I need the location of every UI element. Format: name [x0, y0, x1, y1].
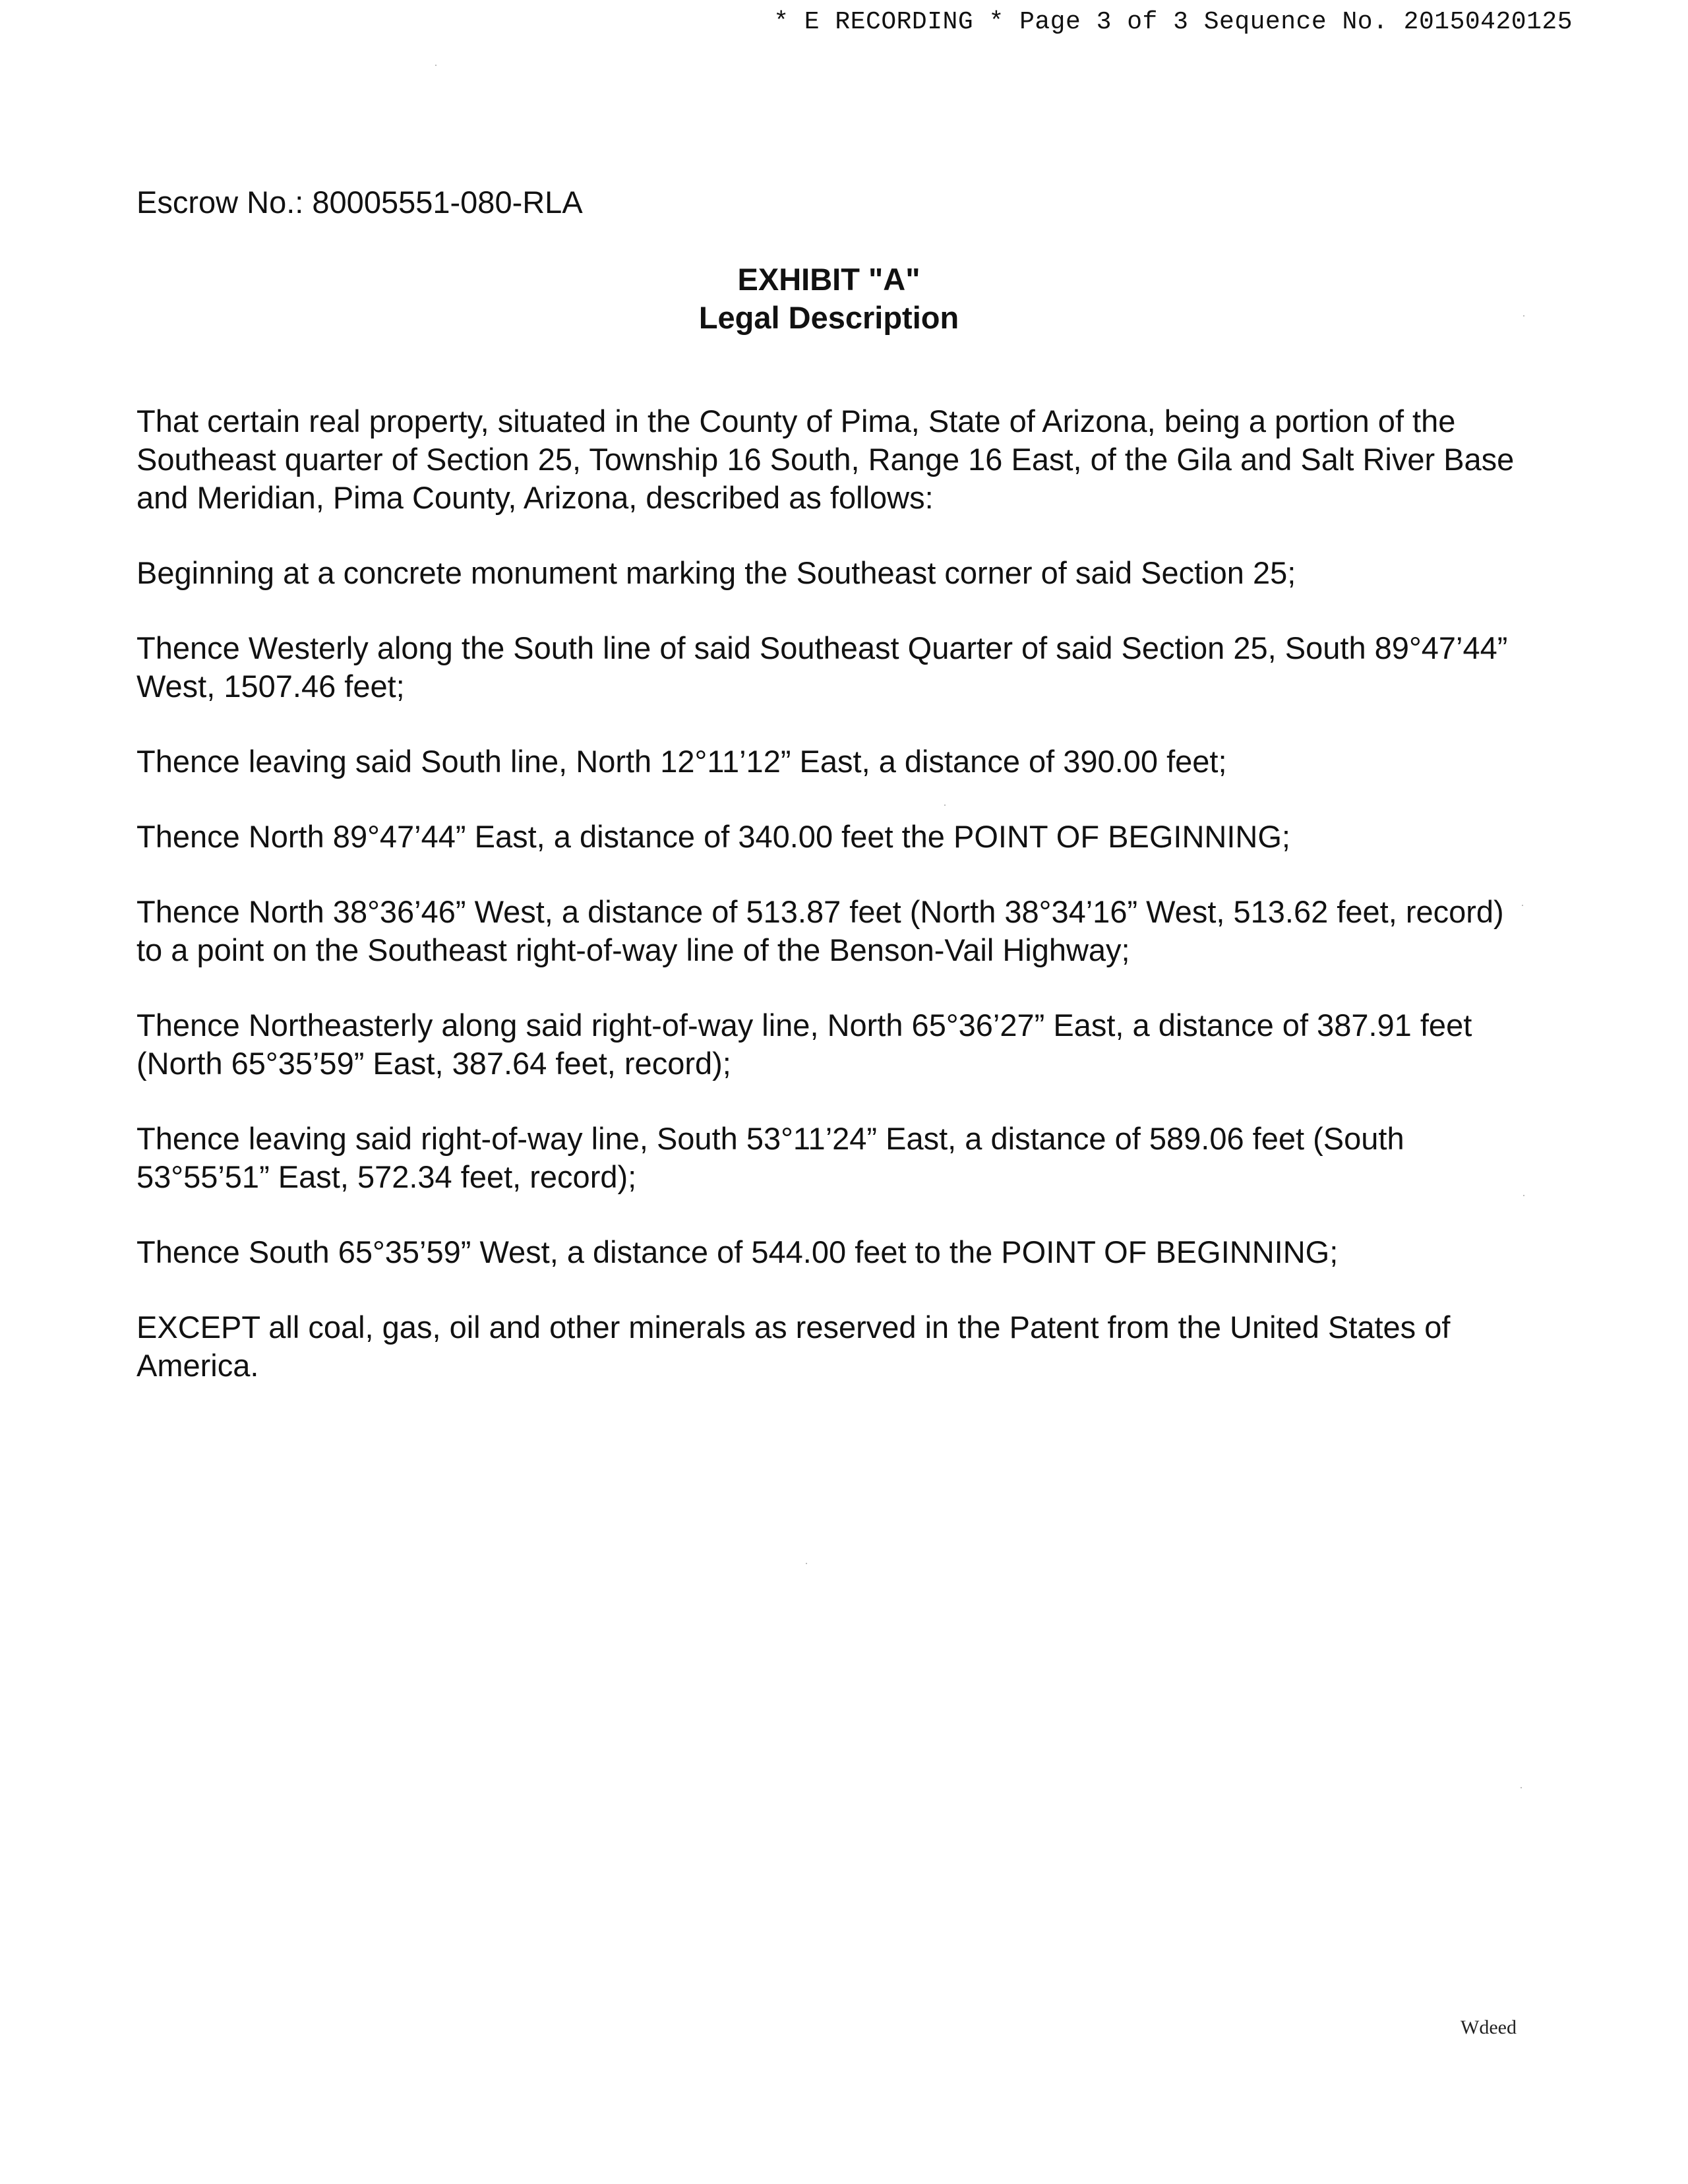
paragraph-course-6: Thence leaving said right-of-way line, South 53°11’24” East, a distance of 589.06 feet (South 53°55’51” East, 572.34 feet, record);: [136, 1121, 1404, 1194]
scan-speck: [944, 804, 946, 806]
paragraph-course-2: Thence leaving said South line, North 12°11’12” East, a distance of 390.00 feet;: [136, 744, 1227, 779]
scan-speck: [1521, 1787, 1522, 1788]
scan-speck: [806, 1563, 807, 1564]
scan-speck: [1522, 905, 1523, 906]
paragraph-course-3: Thence North 89°47’44” East, a distance of 340.00 feet the POINT OF BEGINNING;: [136, 819, 1290, 854]
paragraph-exception: EXCEPT all coal, gas, oil and other minerals as reserved in the Patent from the United States of America.: [136, 1310, 1451, 1383]
paragraph-intro: That certain real property, situated in the County of Pima, State of Arizona, being a portion of the Southeast quarter of Section 25, Township 16 South, Range 16 East, of the Gila and Salt River Base and Meridian, Pima County, Arizona, described as follows:: [136, 404, 1515, 515]
escrow-number: 80005551-080-RLA: [312, 185, 583, 220]
paragraph-course-4: Thence North 38°36’46” West, a distance of 513.87 feet (North 38°34’16” West, 513.62 feet, record) to a point on the Southeast right-of-way line of the Benson-Vail Highway;: [136, 894, 1504, 967]
exhibit-title: EXHIBIT "A": [737, 262, 920, 297]
scan-speck: [435, 65, 437, 66]
paragraph-beginning: Beginning at a concrete monument marking the Southeast corner of said Section 25;: [136, 555, 1296, 590]
recording-stamp: * E RECORDING * Page 3 of 3 Sequence No. 20150420125: [773, 8, 1573, 36]
escrow-line: [136, 183, 583, 222]
escrow-label: Escrow No.:: [136, 185, 304, 220]
exhibit-subtitle: Legal Description: [698, 300, 959, 335]
paragraph-course-5: Thence Northeasterly along said right-of-way line, North 65°36’27” East, a distance of 387.91 feet (North 65°35’59” East, 387.64 feet, record);: [136, 1008, 1472, 1081]
exhibit-heading: [136, 260, 1521, 337]
paragraph-course-7: Thence South 65°35’59” West, a distance of 544.00 feet to the POINT OF BEGINNING;: [136, 1234, 1339, 1269]
paragraph-course-1: Thence Westerly along the South line of said Southeast Quarter of said Section 25, South 89°47’44” West, 1507.46 feet;: [136, 630, 1508, 704]
legal-description: [136, 402, 1528, 1422]
scan-speck: [1523, 1195, 1524, 1196]
form-code-mark: Wdeed: [1461, 2017, 1517, 2038]
scan-speck: [1523, 315, 1524, 317]
